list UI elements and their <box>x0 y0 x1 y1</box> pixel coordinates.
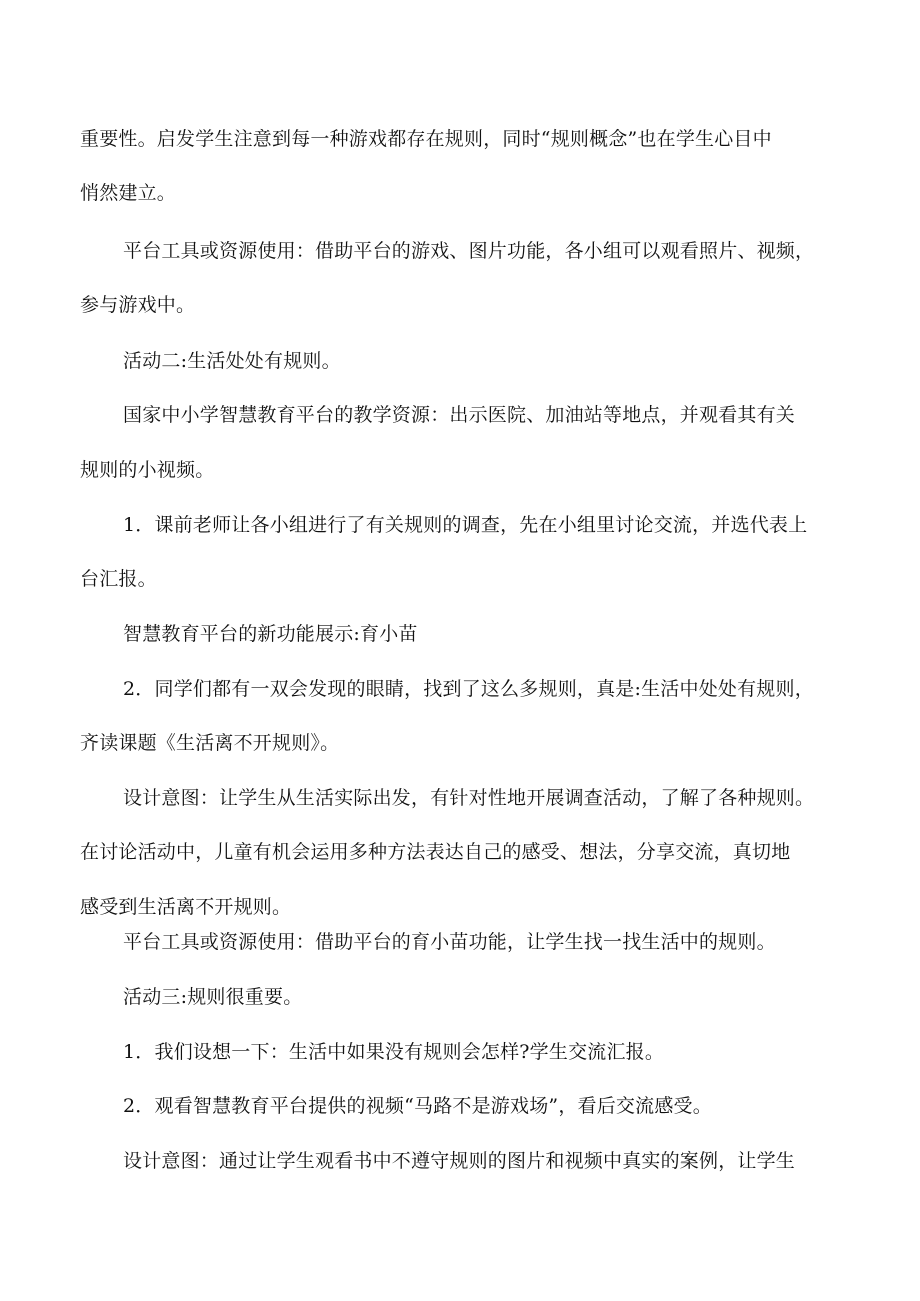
text-line: 台汇报。 <box>80 568 157 590</box>
heading-activity-three: 活动三:规则很重要。 <box>123 986 303 1008</box>
list-item-1: 1．课前老师让各小组进行了有关规则的调查，先在小组里讨论交流，并选代表上 <box>123 514 808 536</box>
paragraph-design-intent-2: 设计意图：通过让学生观看书中不遵守规则的图片和视频中真实的案例，让学生 <box>123 1150 796 1172</box>
paragraph-platform-tools-2: 平台工具或资源使用：借助平台的育小苗功能，让学生找一找生活中的规则。 <box>123 931 776 953</box>
text-line: 在讨论活动中，儿童有机会运用多种方法表达自己的感受、想法，分享交流，真切地 <box>80 841 791 863</box>
heading-activity-two: 活动二:生活处处有规则。 <box>123 350 341 372</box>
text-line: 规则的小视频。 <box>80 459 215 481</box>
paragraph-new-feature: 智慧教育平台的新功能展示:育小苗 <box>123 623 418 645</box>
list-item-1: 1．我们设想一下：生活中如果没有规则会怎样?学生交流汇报。 <box>123 1041 665 1063</box>
text-line: 重要性。启发学生注意到每一种游戏都存在规则，同时“规则概念”也在学生心目中 <box>80 128 772 150</box>
text-line: 参与游戏中。 <box>80 294 196 316</box>
paragraph-teaching-resources: 国家中小学智慧教育平台的教学资源：出示医院、加油站等地点，并观看其有关 <box>123 404 796 426</box>
paragraph-platform-tools-1: 平台工具或资源使用：借助平台的游戏、图片功能，各小组可以观看照片、视频， <box>123 240 815 262</box>
list-item-2: 2．同学们都有一双会发现的眼睛，找到了这么多规则，真是:生活中处处有规则， <box>123 678 814 700</box>
text-line: 齐读课题《生活离不开规则》。 <box>80 732 340 754</box>
list-item-2: 2．观看智慧教育平台提供的视频“马路不是游戏场”，看后交流感受。 <box>123 1095 712 1117</box>
paragraph-design-intent-1: 设计意图：让学生从生活实际出发，有针对性地开展调查活动，了解了各种规则。 <box>123 787 815 809</box>
text-line: 悄然建立。 <box>80 182 177 204</box>
text-line: 感受到生活离不开规则。 <box>80 896 292 918</box>
